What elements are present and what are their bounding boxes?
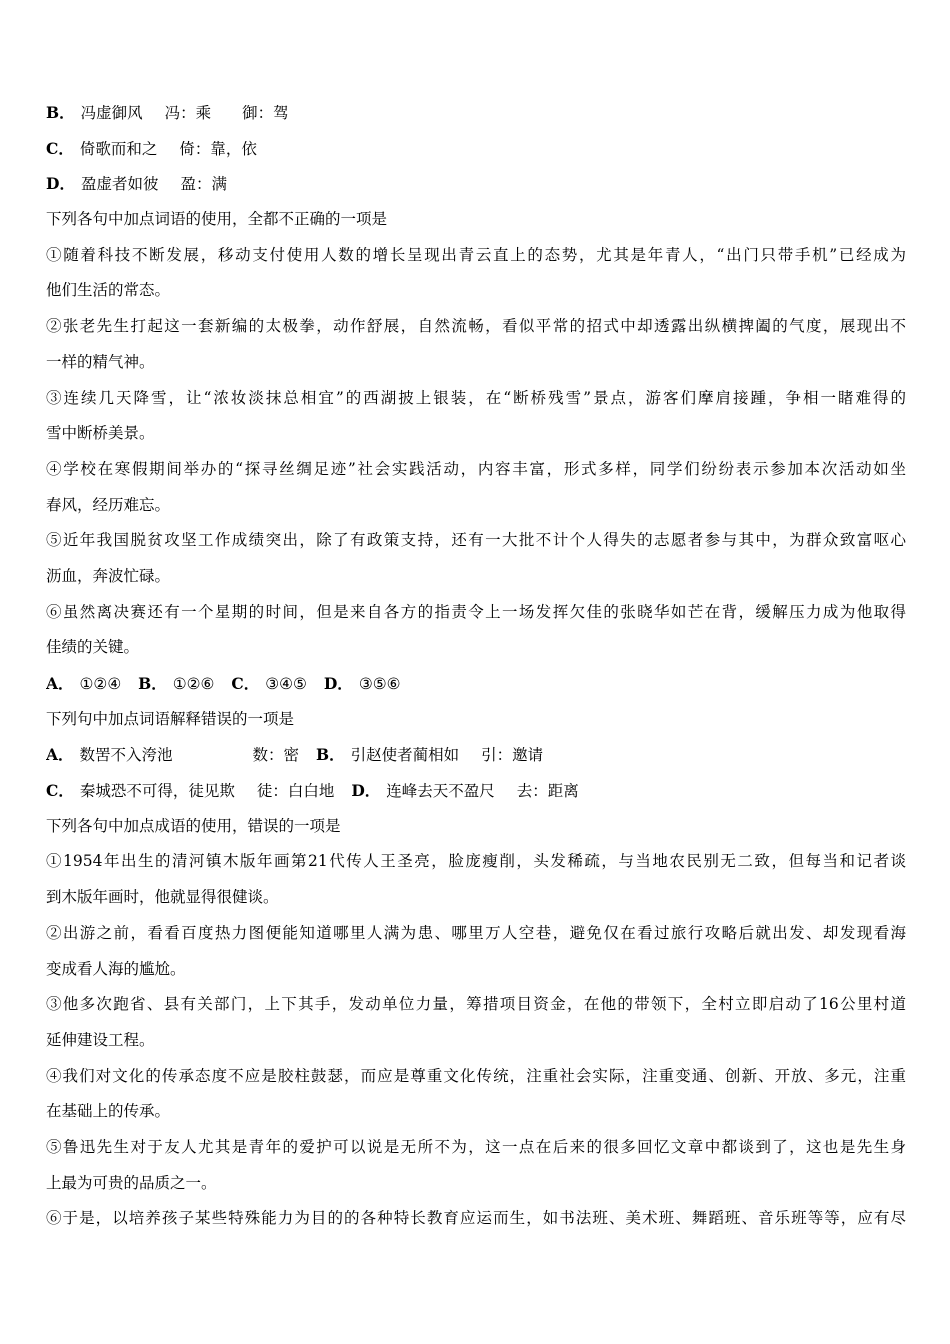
q1-option-a: ①②④ [79, 675, 122, 693]
q1-item-5: ⑤近年我国脱贫攻坚工作成绩突出，除了有政策支持，还有一大批不计个人得失的志愿者参与其中，为群众致富呕心 [46, 531, 906, 550]
q1-option-c-label: C． [231, 674, 260, 693]
q3-item-3-cont: 延伸建设工程。 [46, 1030, 155, 1049]
q1-item-4: ④学校在寒假期间举办的“探寻丝绸足迹”社会实践活动，内容丰富，形式多样，同学们纷纷表示参加本次活动如坐 [46, 459, 906, 478]
q1-item-2-cont: 一样的精气神。 [46, 352, 155, 371]
q1-item-2: ②张老先生打起这一套新编的太极拳，动作舒展，自然流畅，看似平常的招式中却透露出纵横捭阖的气度，展现出不 [46, 317, 906, 336]
q3-item-4-cont: 在基础上的传承。 [46, 1102, 171, 1121]
q3-item-1-cont: 到木版年画时，他就显得很健谈。 [46, 888, 279, 907]
q1-option-d-label: D． [323, 674, 353, 693]
q1-item-6-cont: 佳绩的关键。 [46, 638, 140, 657]
exam-page [46, 95, 906, 1237]
q3-stem: 下列各句中加点成语的使用，错误的一项是 [46, 816, 341, 835]
q1-item-3: ③连续几天降雪，让“浓妆淡抹总相宜”的西湖披上银装，在“断桥残雪”景点，游客们摩肩接踵，争相一睹难得的 [46, 388, 906, 407]
q3-item-3: ③他多次跑省、县有关部门，上下其手，发动单位力量，筹措项目资金，在他的带领下，全村立即启动了16公里村道 [46, 995, 906, 1014]
q2-option-d: 连峰去天不盈尺 [386, 782, 495, 801]
q3-item-4: ④我们对文化的传承态度不应是胶柱鼓瑟，而应是尊重文化传统，注重社会实际，注重变通、创新、开放、多元，注重 [46, 1066, 906, 1085]
q3-item-2: ②出游之前，看看百度热力图便能知道哪里人满为患、哪里万人空巷，避免仅在看过旅行攻略后就出发、却发现看海 [46, 923, 906, 942]
prev-option-d: D． 盈虚者如彼 盈：满 [46, 174, 227, 194]
q1-option-d: ③⑤⑥ [358, 675, 401, 693]
q1-item-3-cont: 雪中断桥美景。 [46, 424, 155, 443]
q1-item-4-cont: 春风，经历难忘。 [46, 495, 171, 514]
q1-item-6: ⑥虽然离决赛还有一个星期的时间，但是来自各方的指责令上一场发挥欠佳的张晓华如芒在背，缓解压力成为他取得 [46, 602, 906, 621]
q1-item-1: ①随着科技不断发展，移动支付使用人数的增长呈现出青云直上的态势，尤其是年青人，“出门只带手机”已经成为 [46, 245, 906, 264]
q1-item-5-cont: 沥血，奔波忙碌。 [46, 566, 171, 585]
q3-item-5: ⑤鲁迅先生对于友人尤其是青年的爱护可以说是无所不为，这一点在后来的很多回忆文章中都谈到了，这也是先生身 [46, 1137, 906, 1156]
q1-option-b-label: B． [138, 674, 167, 693]
q2-options-cd: C． 秦城恐不可得，徒见欺 徒：白白地 D． 连峰去天不盈尺 去：距离 [46, 781, 579, 801]
q1-item-1-cont: 他们生活的常态。 [46, 281, 171, 300]
q2-options-ab: A． 数罟不入洿池 数：密 B． 引赵使者蔺相如 引：邀请 [46, 745, 544, 765]
q1-options [46, 666, 906, 702]
q2-option-b: 引赵使者蔺相如 [350, 746, 460, 765]
q3-item-1: ①1954年出生的清河镇木版年画第21代传人王圣亮，脸庞瘦削，头发稀疏，与当地农民别无二致，但每当和记者谈 [46, 852, 906, 871]
q3-item-6: ⑥于是，以培养孩子某些特殊能力为目的的各种特长教育应运而生，如书法班、美术班、舞蹈班、音乐班等等，应有尽 [46, 1209, 906, 1228]
q1-option-a-label: A． [46, 674, 74, 693]
q2-stem: 下列句中加点词语解释错误的一项是 [46, 709, 295, 728]
q3-item-5-cont: 上最为可贵的品质之一。 [46, 1173, 217, 1192]
prev-option-c: C． 倚歌而和之 倚：靠，依 [46, 138, 257, 158]
q1-option-b: ①②⑥ [172, 675, 215, 693]
q2-option-a: 数罟不入洿池 [79, 746, 173, 765]
prev-option-b: B． 冯虚御风 冯：乘 御：驾 [46, 103, 289, 122]
q1-stem: 下列各句中加点词语的使用，全都不正确的一项是 [46, 210, 388, 229]
q1-option-c: ③④⑤ [265, 675, 307, 693]
q2-option-c: 秦城恐不可得，徒见欺 [79, 782, 235, 801]
q3-item-2-cont: 变成看人海的尴尬。 [46, 959, 186, 978]
